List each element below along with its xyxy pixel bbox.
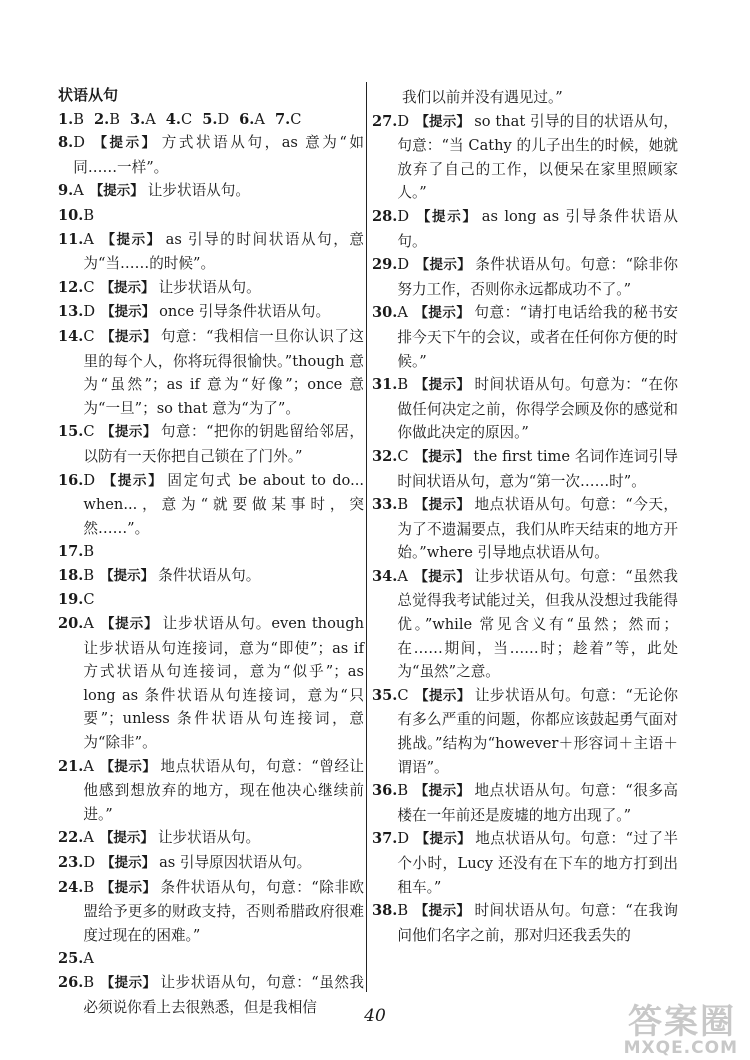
item-body [83,469,364,541]
hint-label: 【提示】 [414,783,471,800]
item-explanation: so that 引导的目的状语从句，句意：“当 Cathy 的儿子出生的时候，她就放弃了自己的工作，以便呆在家里照顾家人。” [397,112,678,202]
hint-label: 【提示】 [101,472,164,489]
item-answer: A [83,230,94,248]
item-explanation: 方式状语从句，as 意为“如同……一样”。 [73,134,365,176]
answer-item [58,540,364,564]
left-column [58,84,364,1019]
item-number: 3. [129,110,146,128]
item-explanation: 时间状语从句。句意为：“在你做任何决定之前，你得学会顾及你的感觉和你做此决定的原因。” [397,376,679,442]
item-answer: B [83,973,95,991]
item-number: 16. [58,471,84,489]
item-body [83,826,364,851]
item-answer: B [83,206,95,224]
answer-item [58,947,364,971]
item-answer: C [83,423,95,441]
item-explanation: 地点状语从句，句意：“曾经让他感到想放弃的地方，现在他决心继续前进。” [83,757,364,823]
answer-item [372,565,678,684]
item-body [397,684,678,779]
item-answer: A [145,110,156,128]
hint-label: 【提示】 [100,328,157,345]
item-answer: A [83,829,94,847]
item-answer: A [73,182,84,200]
item-answer: C [83,278,95,296]
item-answer: B [83,543,95,561]
item-number: 1. [58,110,74,128]
item-explanation: 句意：“我相信一旦你认识了这里的每个人，你将玩得很愉快。”though 意为“虽然”；as if 意为“好像”；once 意为“一旦”；so that 意为“为了”。 [83,327,364,417]
item-answer: C [83,591,95,609]
answer-item [372,899,678,947]
item-body [83,325,364,420]
item-answer: D [397,207,410,225]
answer-item [58,228,364,276]
item-body [397,301,678,373]
item-body [83,204,364,228]
item-number: 10. [58,206,84,224]
answer-item [58,588,364,612]
item-answer: D [397,830,410,848]
hint-label: 【提示】 [413,568,471,585]
answer-item [372,373,678,445]
item-answer: B [73,110,84,128]
hint-label: 【提示】 [99,616,159,633]
item-body [83,588,364,612]
item-explanation: 让步状语从句。 [157,829,261,847]
hint-label: 【提示】 [101,304,156,321]
item-number: 11. [58,230,84,248]
item-body [397,565,678,684]
item-answer: C [397,686,409,704]
answer-item [372,253,678,301]
hint-label: 【提示】 [415,831,472,848]
hint-label: 【提示】 [100,279,155,296]
item-answer: A [254,110,265,128]
page-number: 40 [364,1006,386,1026]
answer-item [372,779,678,827]
item-answer: A [397,304,408,322]
section-title: 状语从句 [58,86,119,104]
watermark-url: MXQE.COM [623,1038,738,1058]
item-explanation: 让步状语从句，句意：“虽然我必须说你看上去很熟悉，但是我相信 [83,973,365,1016]
item-body [83,755,364,827]
answer-item [58,300,364,325]
answer-item [372,205,678,253]
hint-label: 【提示】 [101,855,156,871]
answer-item [58,420,364,468]
item-explanation: once 引导条件状语从句。 [159,303,331,321]
hint-label: 【提示】 [414,903,471,920]
answer-row-1-7 [58,108,364,132]
item-number: 32. [372,447,398,465]
answer-item [58,276,364,301]
item-explanation: 时间状语从句。句意：“在我询问他们名字之前，那对归还我丢失的 [397,902,679,944]
item-body [397,253,678,301]
item-number: 29. [372,256,398,274]
answer-item [58,876,364,948]
hint-label: 【提示】 [89,183,144,200]
item-answer: B [397,902,409,920]
item-answer: B [109,110,120,128]
right-answer-list [372,110,678,948]
item-explanation: as 引导的时间状语从句，意为“当……的时候”。 [83,230,364,273]
hint-label: 【提示】 [100,974,157,991]
item-body [73,131,364,179]
item-number: 12. [58,278,84,296]
item-explanation: 固定句式 be about to do... when...，意为“就要做某事时，突然……”。 [83,471,365,537]
answer-item [58,469,364,541]
item-answer: A [83,757,94,775]
item-explanation: 句意：“把你的钥匙留给邻居，以防有一天你把自己锁在了门外。” [83,423,364,465]
item-body [73,179,364,204]
item-number: 31. [372,376,398,394]
item-body [397,827,678,899]
item-body [83,851,364,876]
item-number: 21. [58,757,84,775]
hint-label: 【提示】 [413,305,471,322]
item-answer: C [397,447,409,465]
item-number: 26. [58,973,84,991]
item-answer: A [83,950,94,968]
item-explanation: 地点状语从句。句意：“今天，为了不遗漏要点，我们从昨天结束的地方开始。”where 引导地点状语从句。 [397,496,679,562]
answer-item [58,204,364,228]
answer-item [58,851,364,876]
item-number: 19. [58,591,84,609]
item-number: 17. [58,543,84,561]
item-explanation: the first time 名词作连词引导时间状语从句，意为“第一次……时”。 [397,447,679,490]
hint-label: 【提示】 [414,497,471,514]
item-explanation: 地点状语从句。句意：“过了半个小时，Lucy 还没有在下车的地方打到出租车。” [397,830,679,896]
item-explanation: 让步状语从句。even though 让步状语从句连接词，意为“即使”；as if 方式状语从句连接词，意为“似乎”；as long as 条件状语从句连接词，意为“只要”；unless 条件状语从句连接词，意为“除非”。 [83,615,365,752]
item-number: 36. [372,782,398,800]
item-answer: C [290,110,302,128]
item-explanation: 让步状语从句。句意：“虽然我总觉得我考试能过关，但我从没想过我能得优。”while 常见含义有“虽然；然而；在……期间，当……时；趁着”等，此处为“虽然”之意。 [397,567,678,681]
item-explanation: 条件状语从句。 [158,566,261,584]
item-explanation: 条件状语从句。句意：“除非你努力工作，否则你永远都成功不了。” [397,256,679,298]
answer-item [372,684,678,779]
item-body [83,420,364,468]
item-explanation: 让步状语从句。句意：“无论你有多么严重的问题，你都应该鼓起勇气面对挑战。”结构为“however＋形容词＋主语＋谓语”。 [397,686,678,776]
answer-item [58,179,364,204]
item-answer: D [397,256,410,274]
item-number: 9. [58,182,74,200]
answer-item [58,564,364,589]
answer-item [58,755,364,827]
item-answer: D [397,112,410,130]
item-answer: B [83,566,95,584]
hint-label: 【提示】 [90,135,158,152]
right-column [372,86,678,947]
item-answer: B [397,376,409,394]
hint-label: 【提示】 [414,448,470,465]
hint-label: 【提示】 [415,208,478,225]
item-body [83,228,364,276]
item-explanation: 条件状语从句，句意：“除非欧盟给予更多的财政支持，否则希腊政府很难度过现在的困难。” [83,878,365,944]
answer-item [372,301,678,373]
watermark-text: 答案圈 [628,1002,736,1042]
answer-item [372,493,678,565]
item-number: 33. [372,496,398,514]
item-number: 38. [372,902,398,920]
hint-label: 【提示】 [100,879,157,896]
item-body [83,612,364,755]
item-number: 13. [58,303,84,321]
item-number: 27. [372,112,398,130]
item-answer: B [83,878,95,896]
item-number: 7. [274,110,291,128]
item-number: 18. [58,566,84,584]
left-answer-list [58,131,364,1019]
answer-item [58,826,364,851]
item-body [397,110,678,205]
item-answer: D [83,471,96,489]
item-number: 14. [58,327,84,345]
continuation-text: 我们以前并没有遇见过。” [402,89,563,106]
answer-item [58,325,364,420]
answer-item [372,110,678,205]
item-body [397,445,678,493]
item-answer: B [397,782,409,800]
item-answer: D [83,854,96,871]
item-explanation: 句意：“请打电话给我的秘书安排今天下午的会议，或者在任何你方便的时候。” [397,304,678,370]
item-body [397,373,678,445]
item-answer: A [83,615,94,633]
item-explanation: 让步状语从句。 [147,182,250,200]
item-explanation: as long as 引导条件状语从句。 [397,207,679,250]
answer-item [58,131,364,179]
item-number: 5. [202,110,218,128]
item-number: 34. [372,567,398,585]
item-body [83,564,364,589]
item-body [83,947,364,971]
item-answer: B [397,496,409,514]
hint-label: 【提示】 [415,257,472,274]
item-explanation: 让步状语从句。 [158,278,261,296]
item-explanation: 地点状语从句。句意：“很多高楼在一年前还是废墟的地方出现了。” [397,782,679,824]
item-answer: C [83,327,95,345]
hint-label: 【提示】 [415,113,471,130]
item-answer: C [181,110,193,128]
hint-label: 【提示】 [99,758,157,775]
item-number: 6. [239,110,255,128]
item-body [83,300,364,325]
item-body [397,899,678,947]
item-number: 15. [58,423,84,441]
item-body [397,493,678,565]
item-answer: A [397,567,408,585]
item-answer: D [217,110,230,128]
item-number: 30. [372,304,398,322]
item-number: 20. [58,615,84,633]
item-number: 28. [372,207,398,225]
item-body [397,779,678,827]
hint-label: 【提示】 [100,567,155,584]
hint-label: 【提示】 [414,377,471,394]
item-answer: D [73,134,85,152]
item-answer: D [83,303,96,321]
item-body [83,540,364,564]
item-number: 24. [58,878,84,896]
item-number: 8. [58,134,74,152]
item-explanation: as 引导原因状语从句。 [159,854,312,871]
item-number: 4. [165,110,182,128]
item-body [83,276,364,301]
answer-item [372,827,678,899]
watermark-logo [594,992,744,1058]
hint-label: 【提示】 [414,687,471,704]
item-number: 25. [58,950,84,968]
hint-label: 【提示】 [100,424,157,441]
item-body [83,876,364,948]
item-body [397,205,678,253]
item-number: 37. [372,830,398,848]
item-number: 22. [58,829,84,847]
item-number: 35. [372,686,398,704]
item-number: 2. [93,110,110,128]
hint-label: 【提示】 [99,231,162,248]
answer-item [372,445,678,493]
item-number: 23. [58,854,84,871]
hint-label: 【提示】 [99,830,154,847]
answer-item [58,612,364,755]
column-divider [366,82,367,992]
